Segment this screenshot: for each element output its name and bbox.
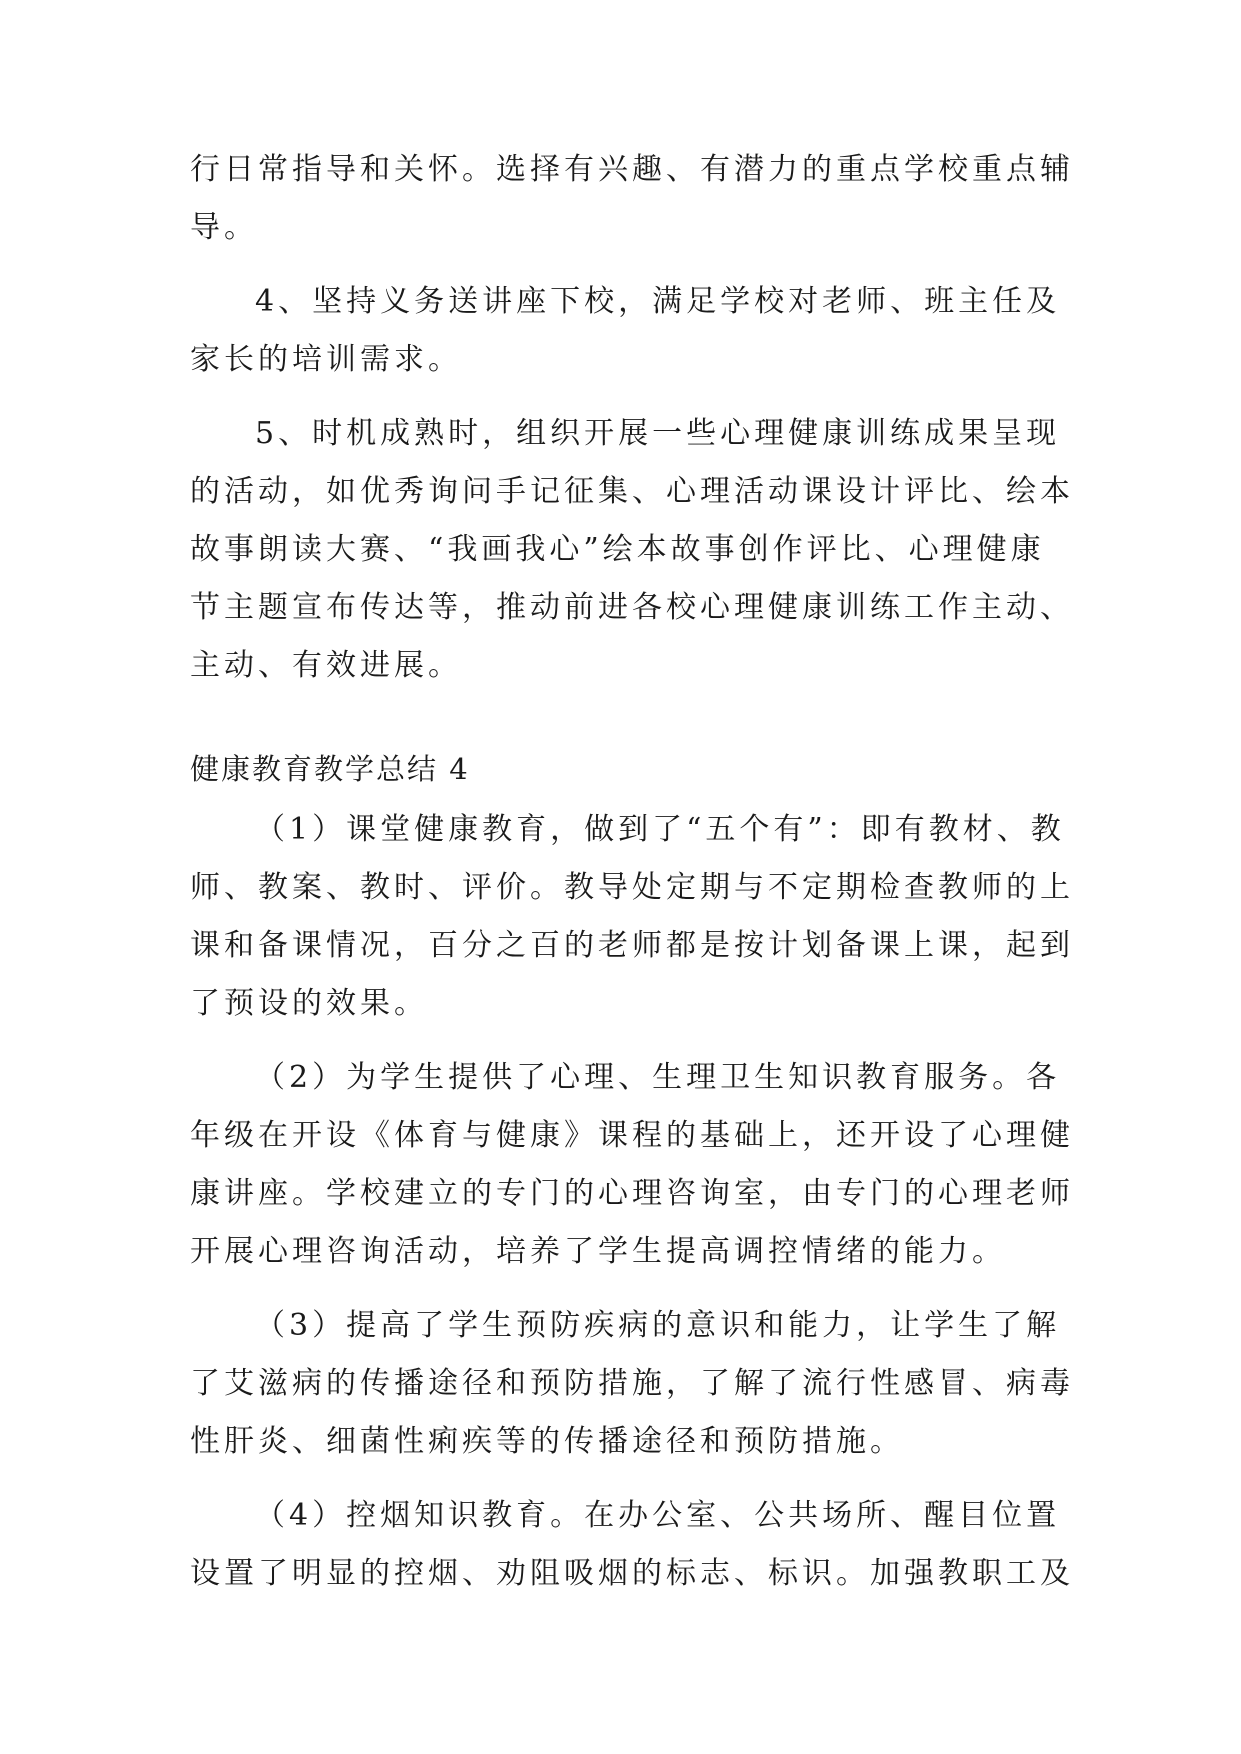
- body-line: 4、坚持义务送讲座下校，满足学校对老师、班主任及: [255, 284, 1061, 319]
- body-line: 了艾滋病的传播途径和预防措施，了解了流行性感冒、病毒: [190, 1366, 1074, 1401]
- body-line: 康讲座。学校建立的专门的心理咨询室，由专门的心理老师: [190, 1176, 1074, 1211]
- body-line: 导。: [190, 210, 258, 245]
- body-line: 师、教案、教时、评价。教导处定期与不定期检查教师的上: [190, 870, 1074, 905]
- body-line: 故事朗读大赛、“我画我心”绘本故事创作评比、心理健康: [190, 532, 1045, 567]
- body-line: 设置了明显的控烟、劝阻吸烟的标志、标识。加强教职工及: [190, 1556, 1074, 1591]
- body-line: （2）为学生提供了心理、生理卫生知识教育服务。各: [255, 1060, 1061, 1095]
- body-line: （4）控烟知识教育。在办公室、公共场所、醒目位置: [255, 1498, 1061, 1533]
- body-line: 性肝炎、细菌性痢疾等的传播途径和预防措施。: [190, 1424, 904, 1459]
- body-line: 年级在开设《体育与健康》课程的基础上，还开设了心理健: [190, 1118, 1074, 1153]
- body-line: （3）提高了学生预防疾病的意识和能力，让学生了解: [255, 1308, 1061, 1343]
- body-line: 5、时机成熟时，组织开展一些心理健康训练成果呈现: [255, 416, 1061, 451]
- body-line: 了预设的效果。: [190, 986, 428, 1021]
- body-line: 课和备课情况，百分之百的老师都是按计划备课上课，起到: [190, 928, 1074, 963]
- section-heading: 健康教育教学总结 4: [190, 752, 470, 786]
- body-line: 的活动，如优秀询问手记征集、心理活动课设计评比、绘本: [190, 474, 1074, 509]
- body-line: 行日常指导和关怀。选择有兴趣、有潜力的重点学校重点辅: [190, 152, 1074, 187]
- body-line: 节主题宣布传达等，推动前进各校心理健康训练工作主动、: [190, 590, 1074, 625]
- body-line: 开展心理咨询活动，培养了学生提高调控情绪的能力。: [190, 1234, 1006, 1269]
- body-line: 家长的培训需求。: [190, 342, 462, 377]
- body-line: 主动、有效进展。: [190, 648, 462, 683]
- body-line: （1）课堂健康教育，做到了“五个有”：即有教材、教: [255, 812, 1065, 847]
